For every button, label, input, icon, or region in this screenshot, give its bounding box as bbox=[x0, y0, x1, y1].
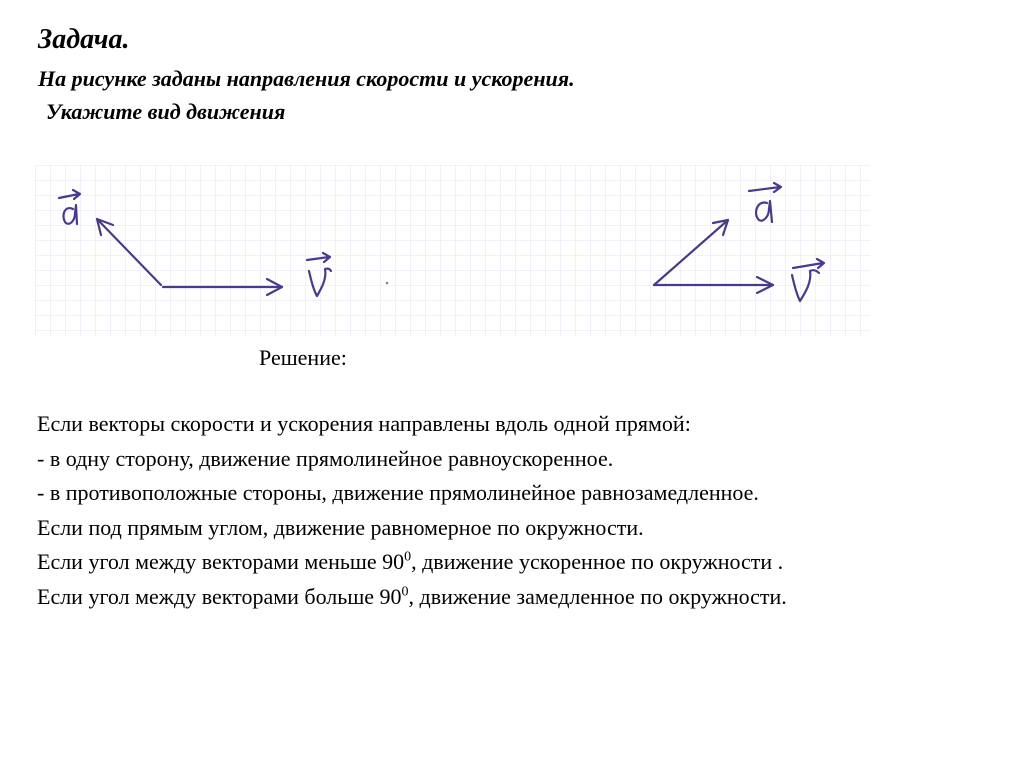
solution-line-3: - в противоположные стороны, движение прямолинейное равнозамедленное. bbox=[37, 480, 759, 505]
solution-heading: Решение: bbox=[259, 345, 347, 370]
solution-line-6-rest: , движение замедленное по окружности. bbox=[408, 583, 787, 609]
graph-paper bbox=[35, 165, 870, 337]
solution-line-6-text: Если угол между векторами больше 90 bbox=[37, 583, 402, 609]
vector-figure bbox=[35, 165, 870, 337]
solution-line-1: Если векторы скорости и ускорения направлены вдоль одной прямой: bbox=[37, 411, 691, 436]
solution-text bbox=[37, 407, 1017, 614]
task-statement-line-1: На рисунке заданы направления скорости и ускорения. bbox=[38, 66, 575, 91]
solution-line-5-text: Если угол между векторами меньше 90 bbox=[37, 549, 405, 574]
task-title: Задача. bbox=[38, 24, 130, 55]
solution-line-4: Если под прямым углом, движение равномерное по окружности. bbox=[37, 514, 644, 540]
degree-superscript: 0 bbox=[401, 584, 409, 600]
task-statement-line-2: Укажите вид движения bbox=[46, 99, 286, 124]
solution-line-6 bbox=[37, 580, 1017, 615]
stray-dot bbox=[386, 282, 389, 285]
degree-superscript: 0 bbox=[404, 549, 412, 565]
solution-line-2: - в одну сторону, движение прямолинейное равноускоренное. bbox=[37, 445, 614, 471]
solution-line-5-rest: , движение ускоренное по окружности . bbox=[411, 549, 784, 574]
solution-line-5 bbox=[37, 545, 1017, 580]
